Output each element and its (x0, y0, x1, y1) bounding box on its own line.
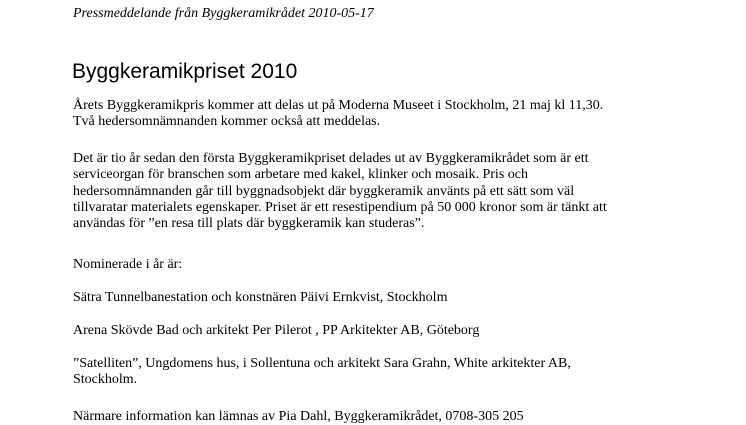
text-line: Det är tio år sedan den första Byggkeramikpriset delades ut av Byggkeramikrådet som är ett (73, 151, 589, 166)
text-line: användas för ”en resa till plats där byggkeramik kan studeras”. (73, 216, 425, 232)
paragraph-nominees-heading (73, 257, 182, 273)
text-line: ”Satelliten”, Ungdomens hus, i Sollentuna och arkitekt Sara Grahn, White arkitekter AB, (73, 356, 571, 371)
nominee-satelliten (73, 356, 571, 389)
paragraph-contact (73, 409, 524, 425)
paragraph-intro (73, 98, 603, 131)
text-line: serviceorgan för branschen som arbetare med kakel, klinker och mosaik. Pris och (73, 167, 528, 183)
text-line: hedersomnämnanden går till byggnadsobjekt där byggkeramik använts på ett sätt som väl (73, 183, 575, 199)
nominee-arena-skovde (73, 323, 479, 339)
text-line: Närmare information kan lämnas av Pia Dahl, Byggkeramikrådet, 0708-305 205 (73, 409, 524, 424)
text-line: Nominerade i år är: (73, 257, 183, 272)
text-line: Stockholm. (73, 372, 138, 388)
page-title: Byggkeramikpriset 2010 (72, 60, 298, 83)
text-line: Arena Skövde Bad och arkitekt Per Pilerot , PP Arkitekter AB, Göteborg (73, 323, 480, 338)
paragraph-background (73, 151, 607, 232)
press-release-header: Pressmeddelande från Byggkeramikrådet 2010-05-17 (73, 6, 374, 21)
text-line: Två hedersomnämnanden kommer också att meddelas. (73, 114, 381, 130)
text-line: Årets Byggkeramikpris kommer att delas ut på Moderna Museet i Stockholm, 21 maj kl 11,30. (73, 98, 604, 113)
text-line: Sätra Tunnelbanestation och konstnären Päivi Ernkvist, Stockholm (73, 290, 448, 305)
nominee-satra (73, 290, 447, 306)
text-line: tillvaratar materialets egenskaper. Priset är ett resestipendium på 50 000 kronor som är tänkt att (73, 199, 607, 215)
